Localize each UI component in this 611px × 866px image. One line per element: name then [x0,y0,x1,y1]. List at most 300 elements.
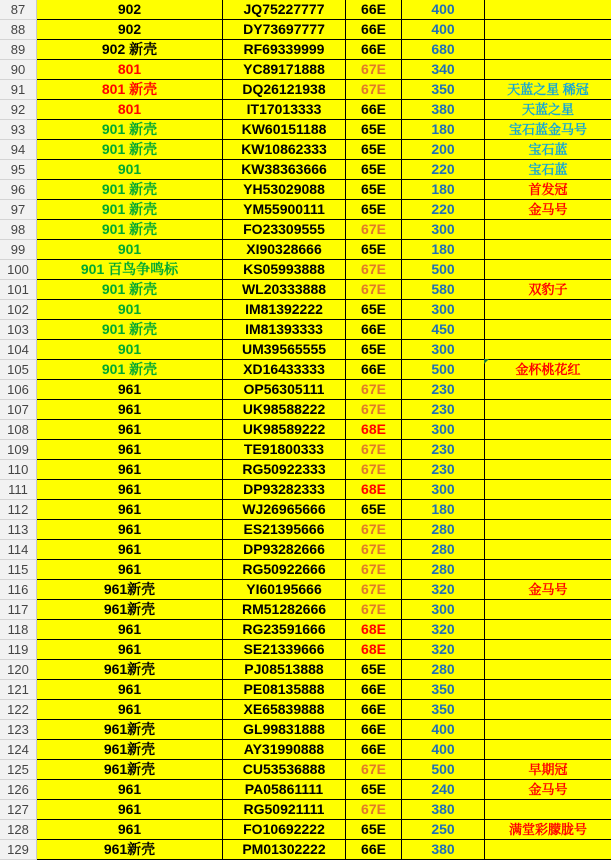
cell-model[interactable]: 901 新壳 [37,360,223,380]
cell-serial[interactable]: RG50921111 [223,800,346,820]
table-row [0,640,611,660]
table-row [0,420,611,440]
cell-serial[interactable]: FO10692222 [223,820,346,840]
table-row [0,780,611,800]
cell-edition[interactable]: 67E [346,220,402,240]
table-row [0,80,611,100]
cell-note[interactable] [485,600,611,620]
cell-edition[interactable]: 67E [346,60,402,80]
cell-serial[interactable]: UK98589222 [223,420,346,440]
cell-price[interactable]: 300 [402,300,485,320]
row-header[interactable]: 123 [0,720,37,740]
row-header[interactable]: 114 [0,540,37,560]
cell-serial[interactable]: FO23309555 [223,220,346,240]
cell-note[interactable] [485,320,611,340]
cell-price[interactable]: 500 [402,760,485,780]
cell-serial[interactable]: RG50922333 [223,460,346,480]
cell-edition[interactable]: 65E [346,160,402,180]
table-row [0,500,611,520]
cell-price[interactable]: 680 [402,40,485,60]
row-header[interactable]: 122 [0,700,37,720]
cell-note[interactable] [485,240,611,260]
cell-serial[interactable]: UM39565555 [223,340,346,360]
cell-model[interactable]: 961新壳 [37,840,223,860]
row-header[interactable]: 106 [0,380,37,400]
cell-model[interactable]: 961 [37,640,223,660]
table-row [0,380,611,400]
cell-model[interactable]: 961新壳 [37,760,223,780]
cell-edition[interactable]: 68E [346,420,402,440]
table-row [0,400,611,420]
row-header[interactable]: 105 [0,360,37,380]
row-header[interactable]: 95 [0,160,37,180]
cell-serial[interactable]: OP56305111 [223,380,346,400]
cell-model[interactable]: 901 新壳 [37,280,223,300]
cell-note[interactable] [485,340,611,360]
cell-price[interactable]: 400 [402,720,485,740]
cell-note[interactable]: 满堂彩朦胧号 [485,820,611,840]
cell-price[interactable]: 400 [402,20,485,40]
cell-model[interactable]: 961 [37,820,223,840]
cell-price[interactable]: 340 [402,60,485,80]
row-header[interactable]: 128 [0,820,37,840]
table-row [0,840,611,860]
row-header[interactable]: 98 [0,220,37,240]
cell-model[interactable]: 961 [37,800,223,820]
cell-price[interactable]: 380 [402,800,485,820]
row-header[interactable]: 112 [0,500,37,520]
cell-model[interactable]: 901 新壳 [37,140,223,160]
cell-edition[interactable]: 66E [346,720,402,740]
cell-model[interactable]: 961 [37,500,223,520]
table-row [0,680,611,700]
row-header[interactable]: 109 [0,440,37,460]
cell-note[interactable] [485,220,611,240]
table-row [0,700,611,720]
cell-serial[interactable]: DP93282666 [223,540,346,560]
cell-model[interactable]: 961 [37,440,223,460]
cell-serial[interactable]: YM55900111 [223,200,346,220]
row-header[interactable]: 121 [0,680,37,700]
table-row [0,20,611,40]
cell-price[interactable]: 180 [402,240,485,260]
cell-edition[interactable]: 67E [346,540,402,560]
row-header[interactable]: 116 [0,580,37,600]
cell-note[interactable] [485,400,611,420]
cell-edition[interactable]: 67E [346,580,402,600]
cell-model[interactable]: 961 [37,460,223,480]
cell-price[interactable]: 280 [402,560,485,580]
cell-model[interactable]: 902 [37,20,223,40]
cell-note[interactable] [485,720,611,740]
cell-serial[interactable]: JQ75227777 [223,0,346,20]
cell-note[interactable]: 宝石蓝 [485,140,611,160]
cell-model[interactable]: 961 [37,680,223,700]
row-header[interactable]: 113 [0,520,37,540]
cell-edition[interactable]: 68E [346,640,402,660]
cell-note[interactable]: 宝石蓝金马号 [485,120,611,140]
table-row [0,320,611,340]
table-row [0,520,611,540]
table-row [0,120,611,140]
cell-serial[interactable]: YC89171888 [223,60,346,80]
cell-serial[interactable]: RM51282666 [223,600,346,620]
cell-serial[interactable]: WL20333888 [223,280,346,300]
cell-note[interactable]: 金杯桃花红 [485,360,611,380]
cell-price[interactable]: 230 [402,460,485,480]
cell-model[interactable]: 961 [37,420,223,440]
cell-model[interactable]: 901 百鸟争鸣标 [37,260,223,280]
cell-edition[interactable]: 65E [346,820,402,840]
cell-edition[interactable]: 65E [346,140,402,160]
table-row [0,720,611,740]
cell-note[interactable] [485,620,611,640]
cell-price[interactable]: 500 [402,260,485,280]
cell-edition[interactable]: 65E [346,500,402,520]
table-row [0,820,611,840]
table-row [0,540,611,560]
cell-edition[interactable]: 65E [346,240,402,260]
cell-edition[interactable]: 67E [346,440,402,460]
cell-serial[interactable]: XD16433333 [223,360,346,380]
cell-note[interactable] [485,40,611,60]
row-header[interactable]: 119 [0,640,37,660]
cell-serial[interactable]: KW60151188 [223,120,346,140]
table-row [0,460,611,480]
cell-edition[interactable]: 67E [346,260,402,280]
row-header[interactable]: 127 [0,800,37,820]
cell-serial[interactable]: AY31990888 [223,740,346,760]
cell-note[interactable] [485,660,611,680]
cell-serial[interactable]: KW38363666 [223,160,346,180]
cell-serial[interactable]: XI90328666 [223,240,346,260]
cell-price[interactable]: 230 [402,380,485,400]
cell-note[interactable]: 天蓝之星 稀冠 [485,80,611,100]
table-row [0,660,611,680]
cell-model[interactable]: 901 [37,300,223,320]
cell-edition[interactable]: 65E [346,120,402,140]
row-header[interactable]: 125 [0,760,37,780]
cell-note[interactable]: 早期冠 [485,760,611,780]
cell-model[interactable]: 961新壳 [37,740,223,760]
cell-serial[interactable]: RG23591666 [223,620,346,640]
cell-serial[interactable]: DY73697777 [223,20,346,40]
cell-note[interactable]: 首发冠 [485,180,611,200]
cell-price[interactable]: 320 [402,640,485,660]
cell-model[interactable]: 901 新壳 [37,180,223,200]
cell-edition[interactable]: 67E [346,760,402,780]
cell-model[interactable]: 961 [37,700,223,720]
cell-serial[interactable]: IT17013333 [223,100,346,120]
table-row [0,220,611,240]
cell-price[interactable]: 500 [402,360,485,380]
cell-edition[interactable]: 67E [346,80,402,100]
row-header[interactable]: 117 [0,600,37,620]
cell-edition[interactable]: 65E [346,780,402,800]
cell-note[interactable] [485,560,611,580]
cell-serial[interactable]: PJ08513888 [223,660,346,680]
cell-price[interactable]: 350 [402,80,485,100]
cell-model[interactable]: 901 [37,160,223,180]
row-header[interactable]: 92 [0,100,37,120]
cell-model[interactable]: 961 [37,560,223,580]
row-header[interactable]: 88 [0,20,37,40]
cell-price[interactable]: 320 [402,620,485,640]
cell-price[interactable]: 240 [402,780,485,800]
cell-serial[interactable]: KS05993888 [223,260,346,280]
cell-note[interactable] [485,300,611,320]
cell-edition[interactable]: 67E [346,280,402,300]
cell-model[interactable]: 961新壳 [37,660,223,680]
table-row [0,580,611,600]
cell-note[interactable] [485,680,611,700]
cell-edition[interactable]: 67E [346,560,402,580]
cell-model[interactable]: 901 新壳 [37,320,223,340]
cell-note[interactable]: 金马号 [485,200,611,220]
cell-model[interactable]: 801 [37,60,223,80]
table-row [0,100,611,120]
cell-note[interactable] [485,480,611,500]
cell-price[interactable]: 300 [402,420,485,440]
row-header[interactable]: 120 [0,660,37,680]
cell-note[interactable]: 宝石蓝 [485,160,611,180]
cell-price[interactable]: 180 [402,120,485,140]
cell-model[interactable]: 961新壳 [37,600,223,620]
row-header[interactable]: 100 [0,260,37,280]
cell-serial[interactable]: TE91800333 [223,440,346,460]
cell-serial[interactable]: KW10862333 [223,140,346,160]
table-row [0,280,611,300]
cell-model[interactable]: 961新壳 [37,580,223,600]
table-row [0,240,611,260]
table-row [0,260,611,280]
table-row [0,440,611,460]
table-row [0,200,611,220]
cell-note[interactable]: 双豹子 [485,280,611,300]
cell-model[interactable]: 961新壳 [37,720,223,740]
cell-serial[interactable]: PA05861111 [223,780,346,800]
cell-model[interactable]: 961 [37,620,223,640]
row-header[interactable]: 107 [0,400,37,420]
cell-note[interactable]: 金马号 [485,780,611,800]
cell-price[interactable]: 320 [402,580,485,600]
cell-edition[interactable]: 65E [346,340,402,360]
cell-note[interactable] [485,520,611,540]
cell-edition[interactable]: 65E [346,300,402,320]
cell-model[interactable]: 961 [37,540,223,560]
table-row [0,760,611,780]
cell-serial[interactable]: RG50922666 [223,560,346,580]
cell-note[interactable] [485,500,611,520]
cell-note[interactable] [485,60,611,80]
cell-model[interactable]: 961 [37,780,223,800]
cell-edition[interactable]: 66E [346,100,402,120]
row-header[interactable]: 89 [0,40,37,60]
cell-edition[interactable]: 66E [346,840,402,860]
comment-indicator-icon [484,359,489,364]
table-row [0,180,611,200]
cell-price[interactable]: 380 [402,100,485,120]
row-header[interactable]: 129 [0,840,37,860]
cell-edition[interactable]: 67E [346,460,402,480]
cell-note[interactable] [485,380,611,400]
cell-note[interactable] [485,840,611,860]
cell-edition[interactable]: 66E [346,680,402,700]
row-header[interactable]: 110 [0,460,37,480]
table-row [0,480,611,500]
cell-note[interactable] [485,20,611,40]
cell-edition[interactable]: 66E [346,360,402,380]
cell-edition[interactable]: 67E [346,800,402,820]
cell-serial[interactable]: SE21339666 [223,640,346,660]
cell-model[interactable]: 902 新壳 [37,40,223,60]
table-row [0,340,611,360]
table-row [0,560,611,580]
cell-price[interactable]: 180 [402,180,485,200]
cell-edition[interactable]: 68E [346,480,402,500]
cell-price[interactable]: 380 [402,840,485,860]
cell-note[interactable] [485,0,611,20]
row-header[interactable]: 124 [0,740,37,760]
cell-model[interactable]: 961 [37,380,223,400]
cell-price[interactable]: 300 [402,220,485,240]
cell-note[interactable] [485,800,611,820]
cell-edition[interactable]: 65E [346,200,402,220]
cell-model[interactable]: 901 新壳 [37,120,223,140]
row-header[interactable]: 90 [0,60,37,80]
table-row [0,620,611,640]
cell-serial[interactable]: PM01302222 [223,840,346,860]
cell-edition[interactable]: 65E [346,660,402,680]
cell-edition[interactable]: 67E [346,520,402,540]
cell-price[interactable]: 230 [402,440,485,460]
cell-serial[interactable]: XE65839888 [223,700,346,720]
cell-serial[interactable]: DQ26121938 [223,80,346,100]
table-row [0,40,611,60]
row-header[interactable]: 99 [0,240,37,260]
cell-price[interactable]: 220 [402,160,485,180]
cell-note[interactable] [485,420,611,440]
cell-price[interactable]: 280 [402,520,485,540]
cell-edition[interactable]: 66E [346,0,402,20]
row-header[interactable]: 101 [0,280,37,300]
cell-price[interactable]: 580 [402,280,485,300]
row-header[interactable]: 103 [0,320,37,340]
cell-serial[interactable]: YI60195666 [223,580,346,600]
table-row [0,300,611,320]
cell-serial[interactable]: WJ26965666 [223,500,346,520]
cell-note[interactable] [485,640,611,660]
cell-price[interactable]: 450 [402,320,485,340]
row-header[interactable]: 87 [0,0,37,20]
row-header[interactable]: 126 [0,780,37,800]
cell-price[interactable]: 200 [402,140,485,160]
row-header[interactable]: 102 [0,300,37,320]
table-row [0,160,611,180]
cell-model[interactable]: 961 [37,400,223,420]
cell-price[interactable]: 400 [402,0,485,20]
table-row [0,800,611,820]
cell-note[interactable] [485,460,611,480]
cell-price[interactable]: 230 [402,400,485,420]
row-header[interactable]: 108 [0,420,37,440]
table-row [0,600,611,620]
cell-serial[interactable]: DP93282333 [223,480,346,500]
cell-price[interactable]: 350 [402,700,485,720]
cell-edition[interactable]: 68E [346,620,402,640]
table-row [0,0,611,20]
cell-edition[interactable]: 66E [346,40,402,60]
cell-note[interactable] [485,440,611,460]
cell-edition[interactable]: 67E [346,380,402,400]
cell-price[interactable]: 300 [402,480,485,500]
cell-model[interactable]: 901 新壳 [37,200,223,220]
cell-price[interactable]: 280 [402,540,485,560]
cell-model[interactable]: 801 [37,100,223,120]
cell-edition[interactable]: 66E [346,740,402,760]
cell-edition[interactable]: 67E [346,600,402,620]
cell-note[interactable] [485,260,611,280]
cell-serial[interactable]: CU53536888 [223,760,346,780]
row-header[interactable]: 115 [0,560,37,580]
cell-serial[interactable]: IM81392222 [223,300,346,320]
cell-serial[interactable]: PE08135888 [223,680,346,700]
cell-serial[interactable]: UK98588222 [223,400,346,420]
row-header[interactable]: 94 [0,140,37,160]
row-header[interactable]: 96 [0,180,37,200]
cell-price[interactable]: 300 [402,340,485,360]
cell-price[interactable]: 400 [402,740,485,760]
cell-serial[interactable]: IM81393333 [223,320,346,340]
cell-note[interactable]: 金马号 [485,580,611,600]
cell-model[interactable]: 961 [37,480,223,500]
cell-edition[interactable]: 67E [346,400,402,420]
cell-note[interactable] [485,540,611,560]
cell-model[interactable]: 901 [37,240,223,260]
cell-note[interactable] [485,700,611,720]
row-header[interactable]: 91 [0,80,37,100]
cell-edition[interactable]: 65E [346,180,402,200]
cell-model[interactable]: 902 [37,0,223,20]
cell-price[interactable]: 180 [402,500,485,520]
cell-note[interactable] [485,740,611,760]
cell-price[interactable]: 300 [402,600,485,620]
cell-price[interactable]: 280 [402,660,485,680]
row-header[interactable]: 111 [0,480,37,500]
cell-serial[interactable]: YH53029088 [223,180,346,200]
cell-edition[interactable]: 66E [346,320,402,340]
cell-edition[interactable]: 66E [346,700,402,720]
cell-price[interactable]: 250 [402,820,485,840]
table-row [0,140,611,160]
cell-note[interactable]: 天蓝之星 [485,100,611,120]
cell-serial[interactable]: GL99831888 [223,720,346,740]
row-header[interactable]: 97 [0,200,37,220]
cell-edition[interactable]: 66E [346,20,402,40]
cell-price[interactable]: 220 [402,200,485,220]
cell-model[interactable]: 901 [37,340,223,360]
row-header[interactable]: 118 [0,620,37,640]
cell-model[interactable]: 901 新壳 [37,220,223,240]
table-row [0,60,611,80]
cell-serial[interactable]: ES21395666 [223,520,346,540]
cell-serial[interactable]: RF69339999 [223,40,346,60]
row-header[interactable]: 93 [0,120,37,140]
row-header[interactable]: 104 [0,340,37,360]
cell-model[interactable]: 801 新壳 [37,80,223,100]
cell-model[interactable]: 961 [37,520,223,540]
cell-price[interactable]: 350 [402,680,485,700]
